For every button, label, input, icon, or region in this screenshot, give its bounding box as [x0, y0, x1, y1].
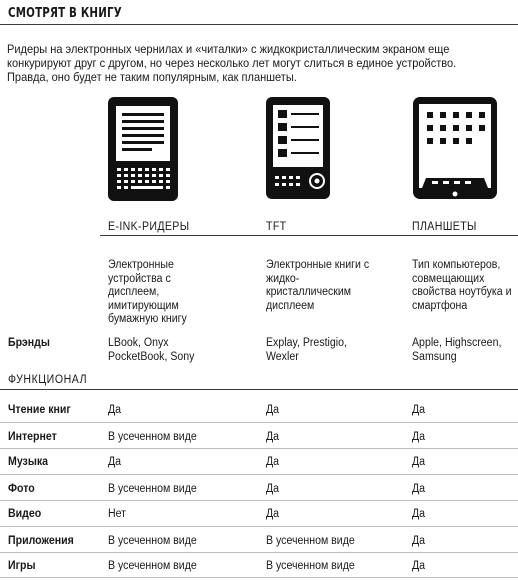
- column-description-tft: Электронные книги с жидко-кристаллическим дисплеем: [266, 259, 370, 312]
- title-divider: [0, 24, 518, 25]
- table-cell: Да: [412, 535, 426, 547]
- table-cell: В усеченном виде: [108, 560, 197, 572]
- row-label-internet: Интернет: [8, 431, 57, 443]
- section-divider: [0, 389, 518, 390]
- row-divider: [0, 526, 518, 527]
- column-header-tablets: ПЛАНШЕТЫ: [412, 221, 477, 233]
- intro-paragraph: Ридеры на электронных чернилах и «читалки» с жидкокристаллическим экраном еще конкурируют друг с другом, но через несколько лет могут слиться в единое устройство. Правда, оно будет не таким популярным, как планшеты.: [7, 42, 457, 84]
- table-cell: Да: [412, 508, 426, 520]
- row-label-photo: Фото: [8, 483, 35, 495]
- table-cell: Да: [412, 456, 426, 468]
- column-header-divider: [100, 235, 518, 236]
- row-label-video: Видео: [8, 508, 42, 520]
- table-cell: Да: [412, 404, 426, 416]
- e-ink-reader-icon: [107, 96, 179, 202]
- row-divider: [0, 422, 518, 423]
- table-cell: Да: [266, 456, 280, 468]
- column-description-tablets: Тип компьютеров, совмещающих свойства ноутбука и смартфона: [412, 259, 512, 312]
- table-cell: Да: [266, 431, 280, 443]
- table-cell: Да: [266, 483, 280, 495]
- row-label-apps: Приложения: [8, 535, 74, 547]
- table-cell: Да: [412, 483, 426, 495]
- row-label-brands: Брэнды: [8, 337, 50, 349]
- section-heading-functional: ФУНКЦИОНАЛ: [8, 374, 88, 386]
- table-cell: Да: [108, 456, 122, 468]
- table-cell: Да: [412, 560, 426, 572]
- table-cell: В усеченном виде: [108, 431, 197, 443]
- brands-tablets: Apple, Highscreen, Samsung: [412, 337, 502, 363]
- brands-tft: Explay, Prestigio, Wexler: [266, 337, 347, 363]
- row-label-games: Игры: [8, 560, 36, 572]
- row-divider: [0, 552, 518, 553]
- table-cell: Нет: [108, 508, 127, 520]
- table-cell: В усеченном виде: [266, 560, 355, 572]
- table-cell: В усеченном виде: [266, 535, 355, 547]
- tft-reader-icon: [265, 96, 331, 200]
- row-divider: [0, 448, 518, 449]
- column-header-tft: TFT: [266, 221, 287, 233]
- table-cell: Да: [412, 431, 426, 443]
- table-cell: В усеченном виде: [108, 483, 197, 495]
- row-divider: [0, 474, 518, 475]
- table-cell: Да: [108, 404, 122, 416]
- row-label-music: Музыка: [8, 456, 49, 468]
- brands-e-ink: LBook, Onyx PocketBook, Sony: [108, 337, 195, 363]
- row-label-reading: Чтение книг: [8, 404, 71, 416]
- column-header-e-ink: E-INK-РИДЕРЫ: [108, 221, 190, 233]
- article-title: СМОТРЯТ В КНИГУ: [8, 6, 122, 21]
- row-divider: [0, 577, 518, 578]
- row-divider: [0, 500, 518, 501]
- tablet-icon: [412, 96, 498, 200]
- table-cell: Да: [266, 508, 280, 520]
- table-cell: Да: [266, 404, 280, 416]
- table-cell: В усеченном виде: [108, 535, 197, 547]
- column-description-e-ink: Электронные устройства с дисплеем, имитирующим бумажную книгу: [108, 259, 187, 325]
